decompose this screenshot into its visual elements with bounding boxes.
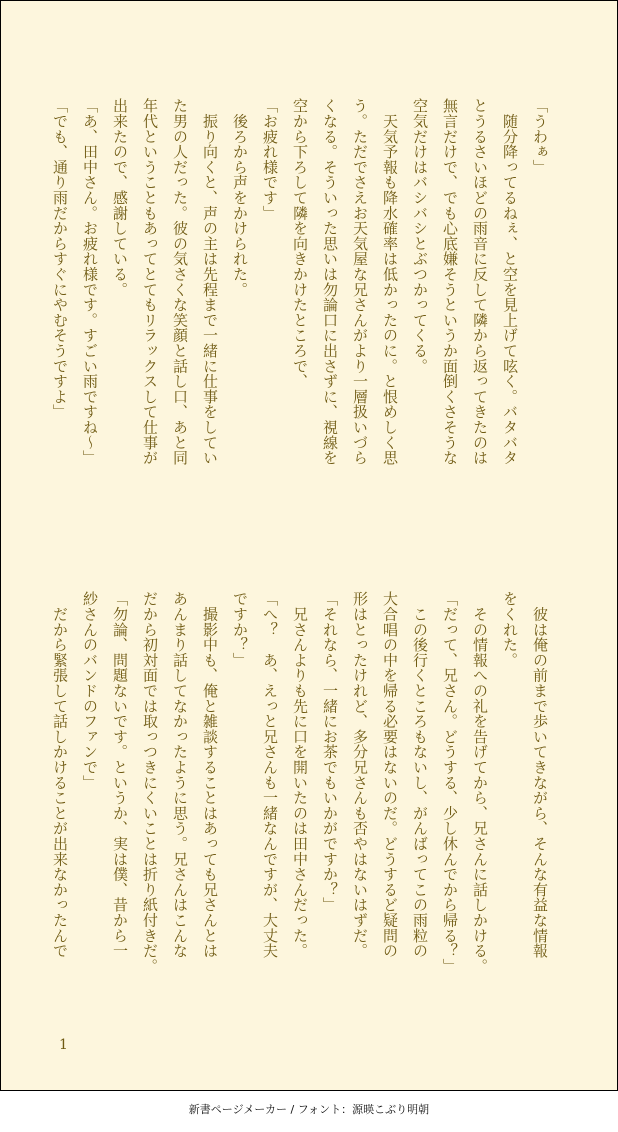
text-line: 空から下ろして隣を向きかけたところで、 bbox=[291, 98, 309, 389]
text-line: 「勿論、問題ないです。というか、実は僕、昔から一 bbox=[111, 591, 129, 959]
text-line: 出来たので、感謝している。 bbox=[111, 98, 129, 297]
text-line: 「でも、通り雨だからすぐにやむそうですよ」 bbox=[51, 98, 69, 420]
text-line: 随分降ってるねぇ、と空を見上げて呟く。バタバタ bbox=[501, 98, 519, 466]
text-line: 振り向くと、声の主は先程まで一緒に仕事をしてい bbox=[201, 98, 219, 466]
text-line: う。ただでさえお天気屋な兄さんがより一層扱いづら bbox=[351, 98, 369, 466]
text-line: くなる。そういった思いは勿論口に出さずに、視線を bbox=[321, 98, 339, 466]
text-line: 形はとったけれど、多分兄さんも否やはないはずだ。 bbox=[351, 591, 369, 959]
text-line: 「それなら、一緒にお茶でもいかがですか？」 bbox=[321, 591, 339, 913]
text-line: 撮影中も、俺と雑談することはあっても兄さんとは bbox=[201, 591, 219, 959]
upper-text-block bbox=[45, 98, 555, 543]
text-line: をくれた。 bbox=[501, 591, 519, 668]
text-line: 無言だけで、でも心底嫌そうというか面倒くさそうな bbox=[441, 98, 459, 466]
text-line: 天気予報も降水確率は低かったのに。と恨めしく思 bbox=[381, 98, 399, 466]
text-line: 「お疲れ様です」 bbox=[261, 98, 279, 221]
text-line: 兄さんよりも先に口を開いたのは田中さんだった。 bbox=[291, 591, 309, 959]
text-line: 「だって、兄さん。どうする、少し休んでから帰る？」 bbox=[441, 591, 459, 974]
text-line: た男の人だった。彼の気さくな笑顔と話し口、あと同 bbox=[171, 98, 189, 466]
text-line: この後行くところもないし、がんばってこの雨粒の bbox=[411, 591, 429, 959]
text-line: だから初対面では取っつきにくいことは折り紙付きだ。 bbox=[141, 591, 159, 974]
text-line: 紗さんのバンドのファンで」 bbox=[81, 591, 99, 790]
text-line: あんまり話してなかったように思う。兄さんはこんな bbox=[171, 591, 189, 959]
text-line: 「うわぁ」 bbox=[531, 98, 549, 175]
text-line: だから緊張して話しかけることが出来なかったんで bbox=[51, 591, 69, 959]
text-line: 空気だけはバシバシとぶつかってくる。 bbox=[411, 98, 429, 374]
footer-credit: 新書ページメーカー / フォント：源暎こぶり明朝 bbox=[188, 1103, 430, 1116]
text-line: 年代ということもあってとてもリラックスして仕事が bbox=[141, 98, 159, 466]
lower-text-block bbox=[45, 591, 555, 1036]
text-line: とうるさいほどの雨音に反して隣から返ってきたのは bbox=[471, 98, 489, 466]
text-line: 彼は俺の前まで歩いてきながら、そんな有益な情報 bbox=[531, 591, 549, 959]
text-line: 後ろから声をかけられた。 bbox=[231, 98, 249, 297]
text-line: 「へ？ あ、えっと兄さんも一緒なんですが、大丈夫 bbox=[261, 591, 279, 959]
text-line: 大合唱の中を帰る必要はないのだ。どうするど疑問の bbox=[381, 591, 399, 959]
text-line: その情報への礼を告げてから、兄さんに話しかける。 bbox=[471, 591, 489, 974]
text-line: 「あ、田中さん。お疲れ様です。すごい雨ですね〜」 bbox=[81, 98, 99, 466]
text-line: ですか？」 bbox=[231, 591, 249, 668]
page-number: 1 bbox=[59, 1037, 68, 1053]
